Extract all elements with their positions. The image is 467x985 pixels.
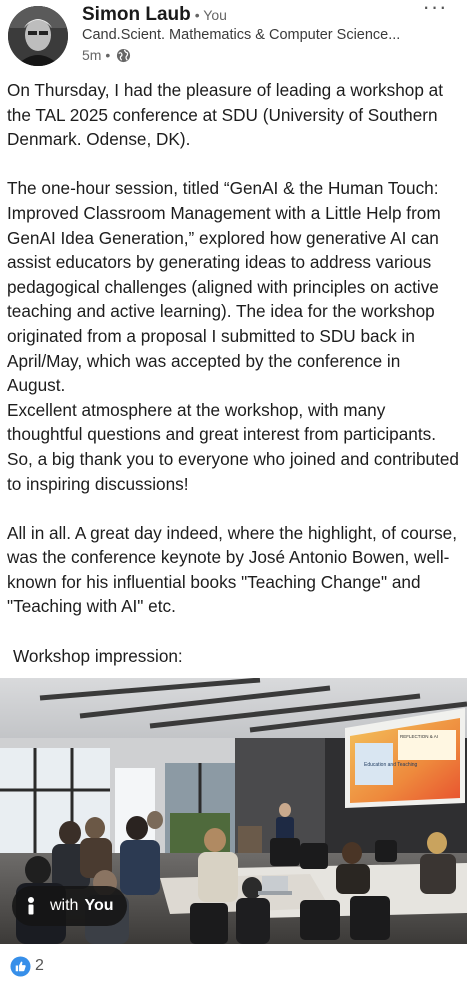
post-paragraph: On Thursday, I had the pleasure of leading a workshop at the TAL 2025 conference at SDU (University of Southern Denmark. Odense, DK). [7, 80, 444, 150]
globe-icon [116, 48, 131, 63]
tag-people-button[interactable] [12, 886, 127, 926]
slide-heading: REFLECTION & AI [400, 734, 439, 739]
author-headline: Cand.Scient. Mathematics & Computer Science... [82, 27, 401, 43]
author-name[interactable]: Simon Laub [82, 4, 191, 25]
post-paragraph: All in all. A great day indeed, where the highlight, of course, was the conference keynote by José Antonio Bowen, well-known for his influential books "Teaching Change" and "Teaching with AI" etc. [7, 522, 458, 617]
person-icon [24, 896, 38, 916]
tag-name: You [84, 897, 114, 914]
photo-caption: Workshop impression: [13, 645, 183, 666]
post-time: 5m • [82, 47, 111, 63]
post-paragraph: Excellent atmosphere at the workshop, with many thoughtful questions and great interest from participants. So, a big thank you to everyone who joined and contributed to inspiring discussions! [7, 399, 459, 494]
post-paragraph: The one-hour session, titled “GenAI & the Human Touch: Improved Classroom Management with a Little Help from GenAI Idea Generation,” explored how generative AI can assist educators by generating ideas to address various pedagogical challenges (aligned with principles on active teaching and active learning). The idea for the workshop originated from a proposal I submitted to SDU back in April/May, which was accepted by the conference in August. [7, 178, 441, 396]
paragraph-gap [7, 496, 462, 521]
more-options-button[interactable]: ··· [422, 0, 448, 19]
author-name-row [82, 4, 227, 28]
avatar-photo [8, 6, 68, 66]
post-body [7, 78, 462, 668]
paragraph-gap [7, 152, 462, 177]
author-relation: • You [194, 7, 227, 23]
reactions-summary[interactable] [10, 954, 44, 978]
post-meta [82, 45, 131, 65]
reaction-count: 2 [35, 957, 44, 974]
paragraph-gap [7, 619, 462, 644]
author-avatar[interactable] [8, 6, 68, 66]
like-icon [10, 956, 31, 977]
tag-prefix: with [50, 897, 79, 914]
post-header [0, 0, 467, 70]
slide-title: Education and Teaching [364, 762, 418, 768]
